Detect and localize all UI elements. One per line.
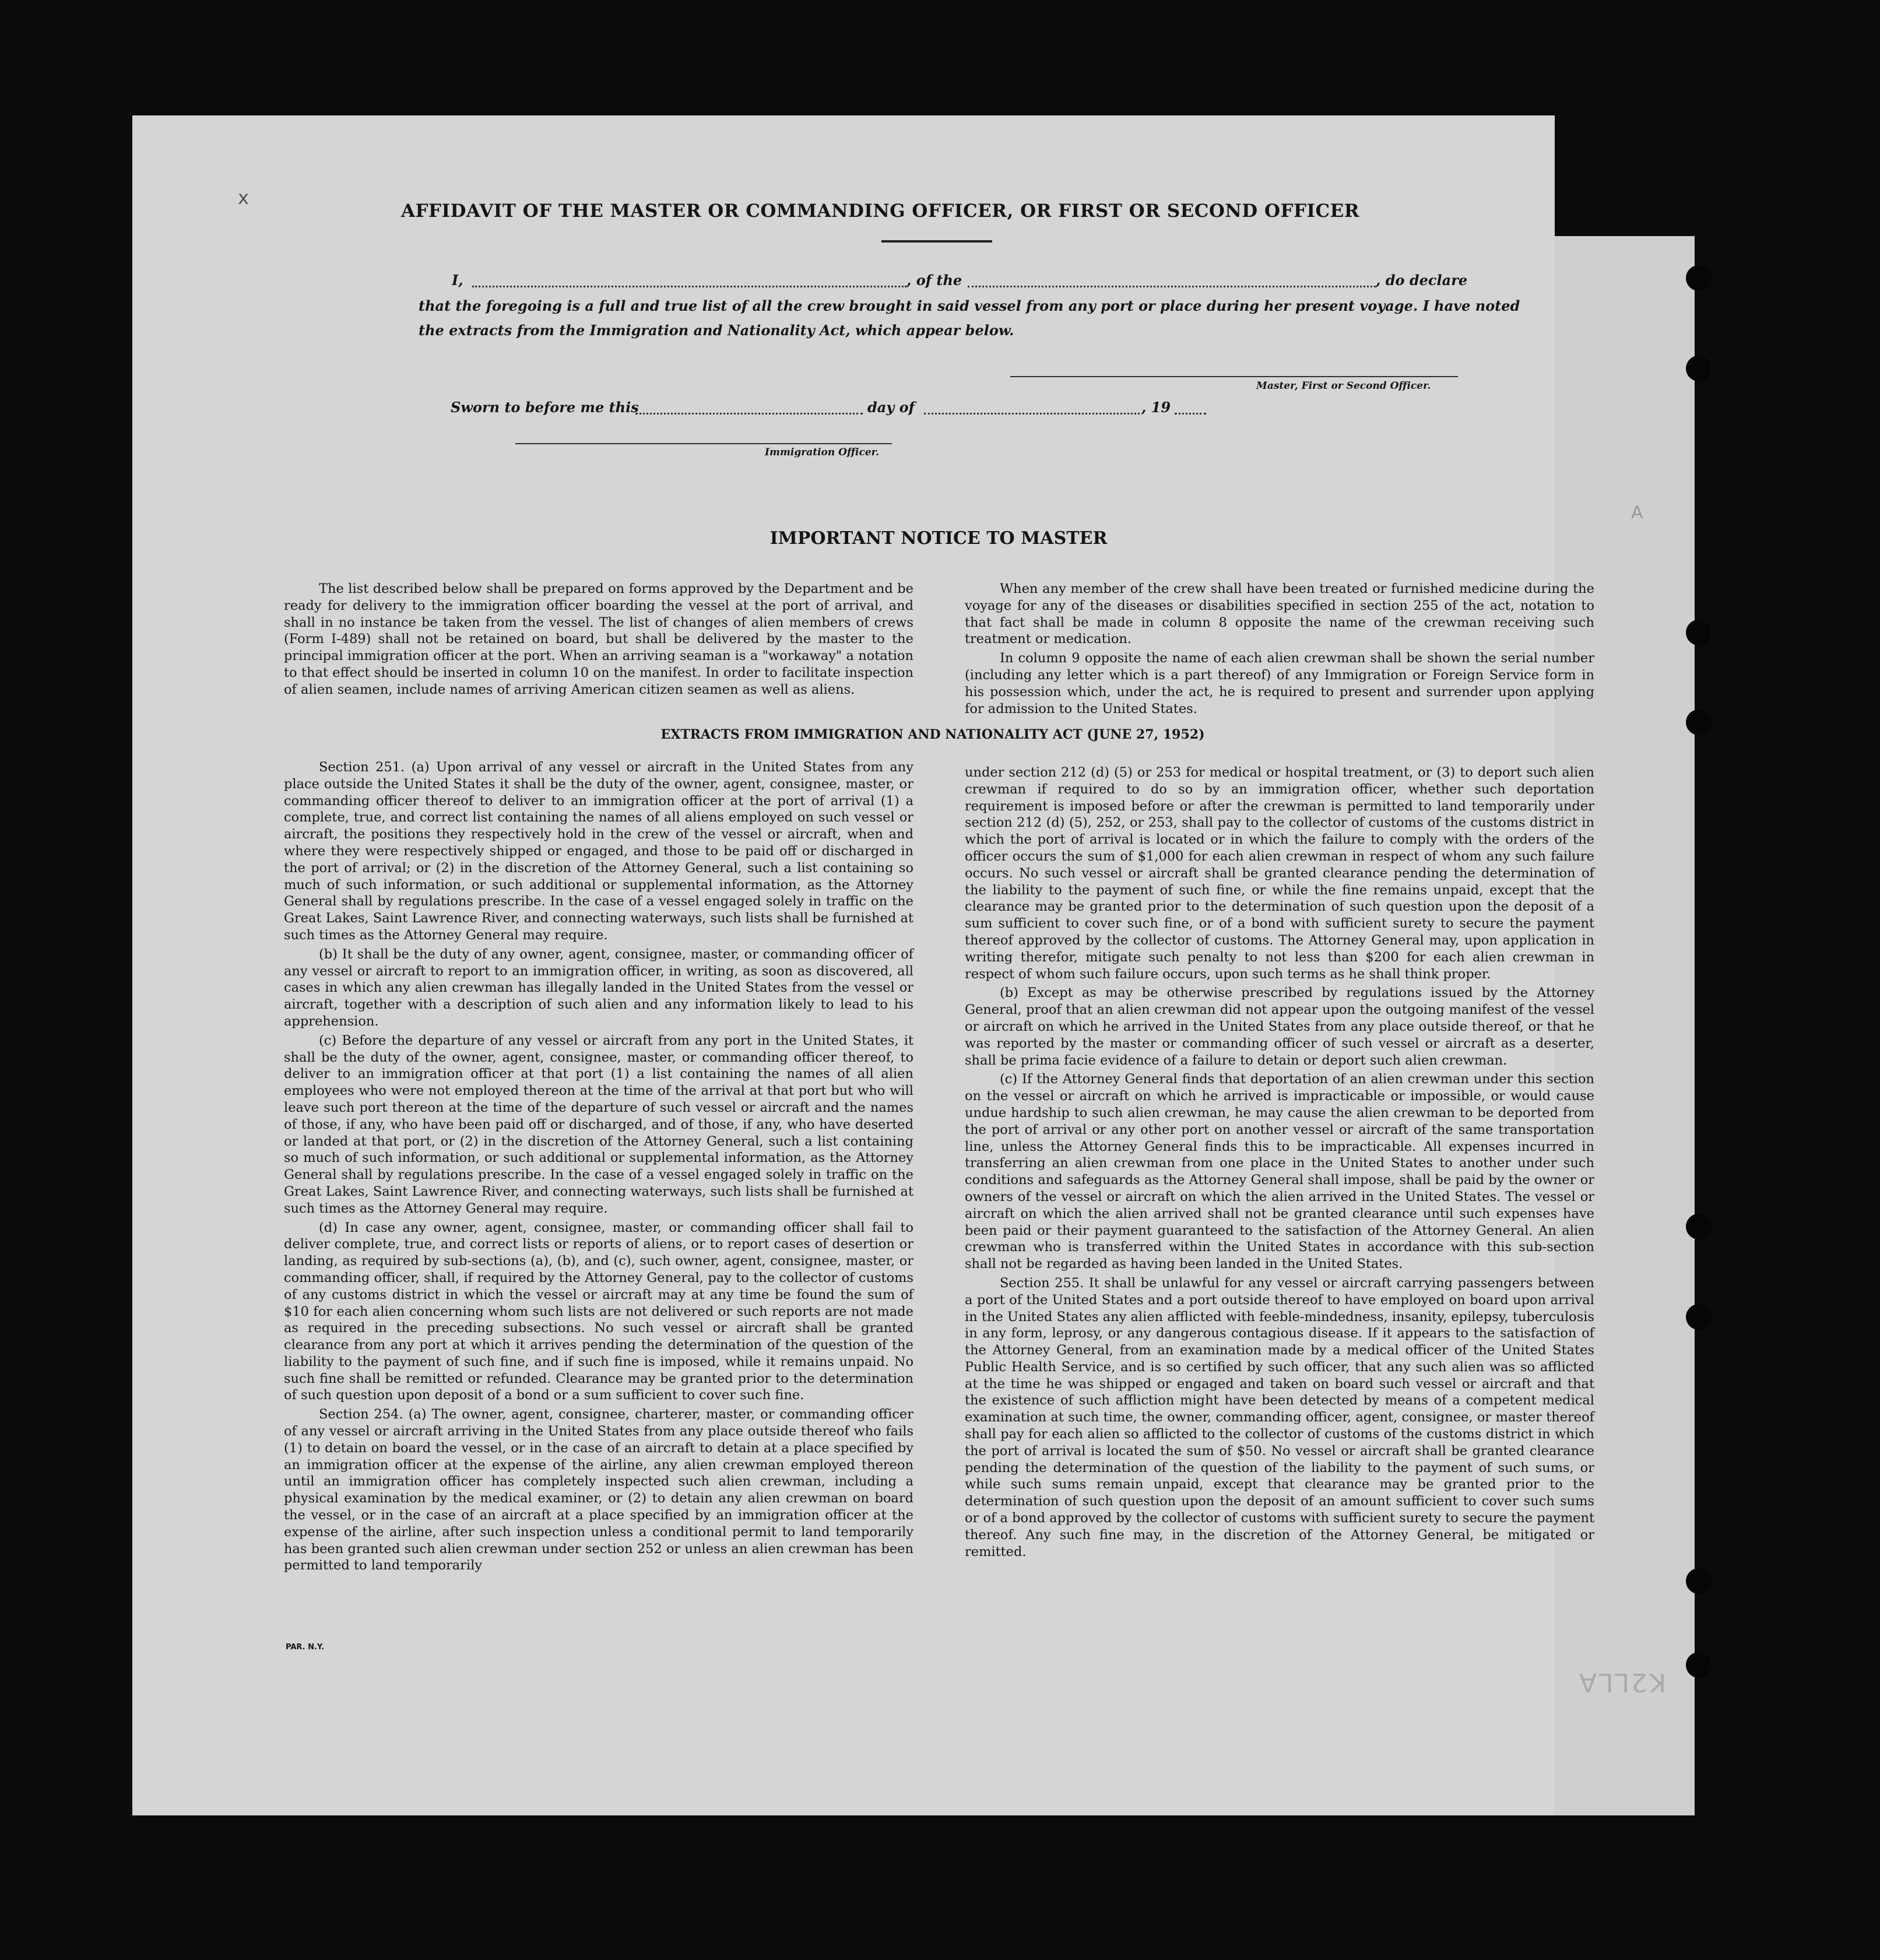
notice-right <box>965 581 1594 719</box>
punch-hole <box>1686 1304 1712 1330</box>
extracts-right-column <box>965 764 1594 1562</box>
master-signature-line[interactable] <box>1010 376 1458 377</box>
notice-paragraph: When any member of the crew shall have been treated or furnished medicine during the voyage for any of the diseases or disabilities specified in section 255 of the act, notation to that fact shall be made in column 8 opposite the name of the crewman receiving such treatment or medication. <box>965 581 1594 647</box>
printer-mark: PAR. N.Y. <box>286 1643 325 1652</box>
sworn-year-field[interactable] <box>1175 413 1206 415</box>
sworn-day-field[interactable] <box>635 413 863 415</box>
extracts-left-column <box>284 759 913 1576</box>
section-paragraph: (c) Before the departure of any vessel or aircraft from any port in the United States, it shall be the duty of the owner, agent, consignee, master, or commanding officer thereof, to deliver to an immigration officer at that port (1) a list containing the names of all alien employees who were not employed thereon at the time of the arrival at that port but who will leave such port thereon at the time of the departure of such vessel or aircraft and the names of those, if any, who have been paid off or discharged, and of those, if any, who have deserted or landed at that port, or (2) in the discretion of the Attorney General, such a list containing so much of such information, or such additional or supplemental information, as the Attorney General shall by regulations prescribe. In the case of a vessel engaged solely in traffic on the Great Lakes, Saint Lawrence River, and connecting waterways, such lists shall be furnished at such times as the Attorney General may require. <box>284 1032 913 1216</box>
section-paragraph: (b) It shall be the duty of any owner, agent, consignee, master, or commanding officer of any vessel or aircraft to report to an immigration officer, in writing, as soon as discovered, all cases in which any alien crewman has illegally landed in the United States from the vessel or aircraft, together with a description of such alien and any information likely to lead to his apprehension. <box>284 946 913 1029</box>
declaration-line-1: that the foregoing is a full and true list of all the crew brought in said vessel from any port or place during her present voyage. I have noted <box>419 297 1520 314</box>
section-paragraph: (b) Except as may be otherwise prescribed by regulations issued by the Attorney General, proof that an alien crewman did not appear upon the outgoing manifest of the vessel or aircraft on which he arrived in the United States from any place outside thereof, or that he was reported by the master or commanding officer of such vessel or aircraft as a deserter, shall be prima facie evidence of a failure to detain or deport such alien crewman. <box>965 985 1594 1068</box>
section-paragraph: (d) In case any owner, agent, consignee, master, or commanding officer shall fail to deliver complete, true, and correct lists or reports of aliens, or to report cases of desertion or landing, as required by sub-sections (a), (b), and (c), such owner, agent, consignee, master, or commanding officer, shall, if required by the Attorney General, pay to the collector of customs of any customs district in which the vessel or aircraft may at any time be found the sum of $10 for each alien concerning whom such lists are not delivered or such reports are not made as required in the preceding subsections. No such vessel or aircraft shall be granted clearance from any port at which it arrives pending the determination of the question of the liability to the payment of such fine, and if such fine is imposed, while it remains unpaid. No such fine shall be remitted or refunded. Clearance may be granted prior to the determination of such question upon deposit of a bond or a sum sufficient to cover such fine. <box>284 1220 913 1403</box>
punch-hole <box>1686 1568 1712 1594</box>
of-the-label: , of the <box>906 272 962 289</box>
title-underline <box>881 240 992 243</box>
affidavit-title: AFFIDAVIT OF THE MASTER OR COMMANDING OFFICER, OR FIRST OR SECOND OFFICER <box>400 201 1360 222</box>
punch-hole <box>1686 265 1712 291</box>
section-paragraph: Section 255. It shall be unlawful for any vessel or aircraft carrying passengers between a port of the United States and a port outside thereof to have employed on board upon arrival in the United States any alien afflicted with feeble-mindedness, insanity, epilepsy, tuberculosis in any form, leprosy, or any dangerous contagious disease. If it appears to the satisfaction of the Attorney General, from an examination made by a medical officer of the United States Public Health Service, and is so certified by such officer, that any such alien was so afflicted at the time he was shipped or engaged and taken on board such vessel or aircraft and that the existence of such affliction might have been detected by means of a competent medical examination at such time, the owner, commanding officer, agent, consignee, or master thereof shall pay for each alien so afflicted to the collector of customs of the customs district in which the port of arrival is located the sum of $50. No vessel or aircraft shall be granted clearance pending the determination of the question of the liability to the payment of such sums, or while such sums remain unpaid, except that clearance may be granted prior to the determination of such question upon the deposit of an amount sufficient to cover such sums or of a bond approved by the collector of customs with sufficient surety to secure the payment thereof. Any such fine may, in the discretion of the Attorney General, be mitigated or remitted. <box>965 1275 1594 1559</box>
i-label: I, <box>452 272 463 289</box>
punch-hole <box>1686 620 1712 645</box>
extracts-title: EXTRACTS FROM IMMIGRATION AND NATIONALITY ACT (JUNE 27, 1952) <box>660 727 1205 742</box>
notice-title: IMPORTANT NOTICE TO MASTER <box>769 528 1108 549</box>
year-label: , 19 <box>1141 399 1171 416</box>
master-caption: Master, First or Second Officer. <box>1256 380 1431 392</box>
punch-hole <box>1686 1214 1712 1239</box>
punch-hole <box>1686 356 1712 381</box>
notice-paragraph: In column 9 opposite the name of each alien crewman shall be shown the serial number (including any letter which is a part thereof) of any Immigration or Foreign Service form in his possession which, under the act, he is required to present and surrender upon applying for admission to the United States. <box>965 651 1594 716</box>
section-paragraph: under section 212 (d) (5) or 253 for medical or hospital treatment, or (3) to deport such alien crewman if required to do so by an immigration officer, whether such deportation requirement is imposed before or after the crewman is permitted to land temporarily under section 212 (d) (5), 252, or 253, shall pay to the collector of customs of the customs district in which the port of arrival is located or in which the failure to comply with the orders of the officer occurs the sum of $1,000 for each alien crewman in respect of whom any such failure occurs. No such vessel or aircraft shall be granted clearance pending the determination of the liability to the payment of such fine, or while the fine remains unpaid, except that the clearance may be granted prior to the determination of such question upon the deposit of a sum sufficient to cover such fine, or of a bond with sufficient surety to secure the payment thereof approved by the collector of customs. The Attorney General may, upon application in writing therefor, mitigate such penalty to not less than $200 for each alien crewman in respect of whom such failure occurs, upon such terms as he shall think proper. <box>965 765 1594 982</box>
punch-hole <box>1686 709 1712 735</box>
sworn-label: Sworn to before me this <box>451 399 639 416</box>
vessel-field[interactable] <box>968 286 1376 287</box>
margin-letter: A <box>1631 503 1643 523</box>
punch-hole <box>1686 1652 1712 1678</box>
do-declare-label: , do declare <box>1376 272 1468 289</box>
section-paragraph: (c) If the Attorney General finds that deportation of an alien crewman under this section on the vessel or aircraft on which he arrived is impracticable or impossible, or would cause undue hardship to such alien crewman, he may cause the alien crewman to be deported from the port of arrival or any other port on another vessel or aircraft of the same transportation line, unless the Attorney General finds this to be impracticable. All expenses incurred in transferring an alien crewman from one place in the United States to another under such conditions and safeguards as the Attorney General shall impose, shall be paid by the owner or owners of the vessel or aircraft on which the alien arrived in the United States. The vessel or aircraft on which the alien arrived shall not be granted clearance until such expenses have been paid or their payment guaranteed to the satisfaction of the Attorney General. An alien crewman who is transferred within the United States in accordance with this sub-section shall not be regarded as having been landed in the United States. <box>965 1072 1594 1272</box>
handwritten-mark: x <box>238 187 249 209</box>
notice-left <box>284 581 913 701</box>
sworn-month-field[interactable] <box>924 413 1140 415</box>
section-paragraph: Section 251. (a) Upon arrival of any vessel or aircraft in the United States from any place outside the United States it shall be the duty of the owner, agent, consignee, master, or commanding officer thereof to deliver to an immigration officer at the port of arrival (1) a complete, true, and correct list containing the names of all aliens employed on such vessel or aircraft, the positions they respectively hold in the crew of the vessel or aircraft, when and where they were respectively shipped or engaged, and those to be paid off or discharged in the port of arrival; or (2) in the discretion of the Attorney General, such a list containing so much of such information, or such additional or supplemental information, as the Attorney General shall by regulations prescribe. In the case of a vessel engaged solely in traffic on the Great Lakes, Saint Lawrence River, and connecting waterways, such lists shall be furnished at such times as the Attorney General may require. <box>284 760 913 943</box>
officer-signature-line[interactable] <box>515 443 892 444</box>
name-field[interactable] <box>472 286 906 287</box>
notice-paragraph: The list described below shall be prepared on forms approved by the Department and be ready for delivery to the immigration officer boarding the vessel at the port of arrival, and shall in no instance be taken from the vessel. The list of changes of alien members of crews (Form I-489) shall not be retained on board, but shall be delivered by the master to the principal immigration officer at the port. When an arriving seaman is a "workaway" a notation to that effect should be inserted in column 10 on the manifest. In order to facilitate inspection of alien seamen, include names of arriving American citizen seamen as well as aliens. <box>284 581 913 697</box>
day-of-label: day of <box>867 399 915 416</box>
officer-caption: Immigration Officer. <box>765 447 879 458</box>
declaration-line-2: the extracts from the Immigration and Nationality Act, which appear below. <box>419 322 1014 339</box>
section-paragraph: Section 254. (a) The owner, agent, consignee, charterer, master, or commanding officer of any vessel or aircraft arriving in the United States from any place outside thereof who fails (1) to detain on board the vessel, or in the case of an aircraft to detain at a place specified by an immigration officer at the expense of the airline, any alien crewman employed thereon until an immigration officer has completely inspected such alien crewman, including a physical examination by the medical examiner, or (2) to detain any alien crewman on board the vessel, or in the case of an aircraft at a place specified by an immigration officer at the expense of the airline, after such inspection unless a conditional permit to land temporarily has been granted such alien crewman under section 252 or unless an alien crewman has been permitted to land temporarily <box>284 1407 913 1573</box>
faint-stamp: K2LLA <box>1577 1667 1666 1697</box>
